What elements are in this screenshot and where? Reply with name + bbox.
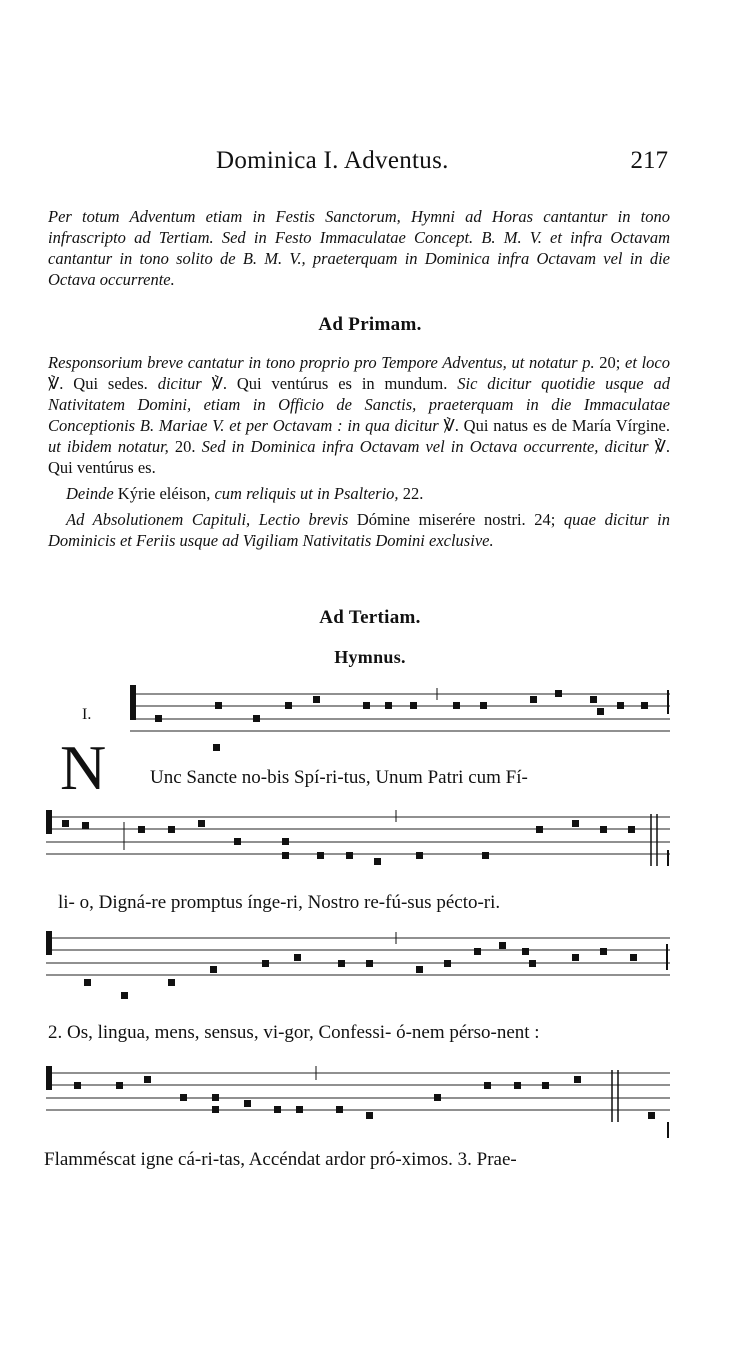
low-note-3 bbox=[115, 990, 135, 1010]
mode-number: I. bbox=[82, 706, 92, 723]
rubric-italic-run: Responsorium breve cantatur in tono proprio pro Tempore Adventus, ut notatur p. bbox=[48, 353, 600, 372]
rubric-italic-run: quae dicitur in Dominicis et Feriis usque ad Vigiliam Nativitatis Domini exclusive. bbox=[48, 510, 670, 550]
lyrics-line-3: 2. Os, lingua, mens, sensus, vi-gor, Confessi- ó-nem pérso-nent : bbox=[48, 1022, 540, 1043]
rubric-text-run: 22. bbox=[402, 484, 424, 503]
rubric-italic-run: Deinde bbox=[66, 484, 118, 503]
chant-system-1 bbox=[0, 680, 740, 803]
rubric-italic-run: Ad Absolutionem Capituli, Lectio brevis bbox=[66, 510, 357, 529]
rubric-italic-run: Sed in Dominica infra Octavam vel in Octava occurrente, dicitur bbox=[201, 437, 655, 456]
lyrics-line-1: Unc Sancte no-bis Spí-ri-tus, Unum Patri cum Fí- bbox=[150, 767, 528, 788]
music-staff-4 bbox=[44, 1062, 674, 1142]
heading-ad-tertiam: Ad Tertiam. bbox=[319, 607, 421, 628]
chant-system-4 bbox=[0, 1062, 740, 1182]
lyrics-line-4: Flamméscat igne cá-ri-tas, Accéndat ardor pró-ximos. 3. Prae- bbox=[44, 1149, 517, 1170]
low-note-1 bbox=[205, 742, 225, 762]
initial-letter: N bbox=[60, 732, 107, 803]
rubric-paragraph-3 bbox=[48, 509, 670, 551]
heading-ad-primam: Ad Primam. bbox=[318, 314, 422, 335]
page-header bbox=[0, 147, 740, 187]
rubric-italic-run: et loco bbox=[625, 353, 670, 372]
chant-system-3 bbox=[0, 928, 740, 1043]
rubric-text-run: ℣. Qui natus es de María Vírgine. bbox=[443, 416, 670, 435]
rubric-text-run: Dómine miserére nostri. 24; bbox=[356, 510, 564, 529]
rubric-text-run: 20; bbox=[599, 353, 625, 372]
rubric-text-run: Kýrie eléison, bbox=[117, 484, 215, 503]
lyrics-line-2: li- o, Digná-re promptus ínge-ri, Nostro re-fú-sus pécto-ri. bbox=[58, 892, 501, 913]
rubric-italic-run: dicitur bbox=[157, 374, 212, 393]
rubric-paragraph-1 bbox=[48, 352, 670, 478]
rubric-italic-run: Sic dicitur quotidie usque ad Nativitatem Domini, etiam in Officio de Sanctis, praeterquam in die Immaculatae Conceptionis B. Mariae V. et per Octavam : in qua dicitur bbox=[48, 374, 671, 435]
ad-primam-rubrics bbox=[48, 352, 670, 556]
rubric-italic-run: cum reliquis ut in Psalterio, bbox=[214, 484, 403, 503]
rubric-text-run: ℣. Qui ventúrus es in mundum. bbox=[211, 374, 458, 393]
page-title: Dominica I. Adventus. bbox=[216, 147, 449, 174]
intro-rubric: Per totum Adventum etiam in Festis Sanctorum, Hymni ad Horas cantantur in tono infrascripto ad Tertiam. Sed in Festo Immaculatae Concept. B. M. V. et infra Octavam cantantur in tono solito de B. M. V., praeterquam in Dominica infra Octavam vel in die Octava occurrente. bbox=[48, 207, 670, 289]
chant-system-2 bbox=[0, 806, 740, 916]
heading-hymnus: Hymnus. bbox=[334, 647, 406, 667]
page-number: 217 bbox=[630, 147, 668, 174]
music-staff-3 bbox=[44, 928, 674, 1003]
rubric-text-run: 20. bbox=[174, 437, 202, 456]
rubric-text-run: ℣. Qui ventúrus es. bbox=[48, 437, 671, 477]
rubric-text-run: ℣. Qui sedes. bbox=[48, 374, 158, 393]
music-staff-2 bbox=[44, 806, 674, 881]
rubric-italic-run: ut ibidem notatur, bbox=[48, 437, 175, 456]
rubric-paragraph-2 bbox=[48, 483, 670, 504]
